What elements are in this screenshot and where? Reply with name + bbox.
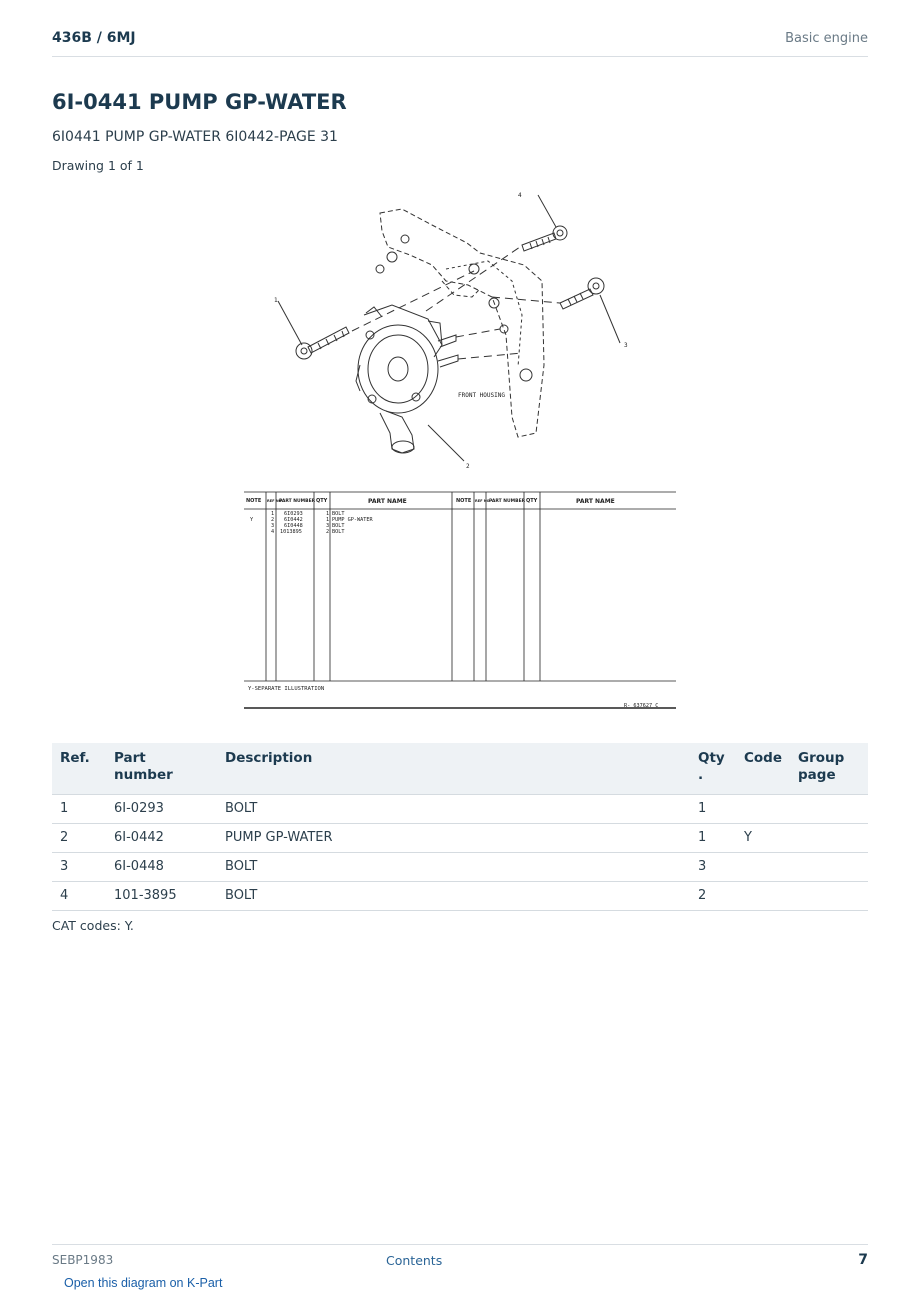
callout-1: 1: [274, 297, 278, 304]
col-qty: [690, 743, 736, 795]
col-qty-dot: .: [698, 767, 704, 783]
legend-row-1-qty: 1: [326, 511, 330, 517]
table-row: [52, 853, 868, 882]
legend-ref-header: REF NO: [267, 499, 282, 503]
row-part-number: 101-3895: [106, 882, 217, 911]
legend-row-4-name: BOLT: [332, 529, 345, 535]
row-ref: 3: [52, 853, 106, 882]
legend-name-header-2: PART NAME: [576, 498, 615, 505]
row-group-page: [790, 824, 868, 853]
row-qty: 2: [690, 882, 736, 911]
row-code: Y: [736, 824, 790, 853]
table-row: [52, 882, 868, 911]
legend-row-1-pn: 6I0293: [284, 511, 303, 517]
row-code: [736, 795, 790, 824]
legend-row-2-note: Y: [250, 517, 254, 523]
page-footer: [52, 1244, 868, 1275]
row-part-number: 6I-0293: [106, 795, 217, 824]
row-qty: 1: [690, 795, 736, 824]
row-ref: 2: [52, 824, 106, 853]
legend-qty-header-2: QTY: [526, 498, 538, 504]
water-pump-drawing: [356, 305, 458, 453]
drawing-ref-number: R- 637627 C: [624, 703, 659, 709]
page-number: 7: [858, 1252, 868, 1268]
row-qty: 1: [690, 824, 736, 853]
col-ref: Ref.: [52, 743, 106, 795]
row-code: [736, 853, 790, 882]
row-qty: 3: [690, 853, 736, 882]
bolt-1-drawing: [296, 327, 349, 359]
legend-note-header: NOTE: [246, 498, 262, 504]
callout-4: 4: [518, 192, 522, 199]
page-header: [52, 28, 868, 57]
row-description: BOLT: [217, 882, 690, 911]
cat-codes-note: CAT codes: Y.: [52, 918, 134, 933]
section-label: Basic engine: [785, 31, 868, 46]
col-group-page: Group page: [790, 743, 868, 795]
legend-row-4-qty: 2: [326, 529, 330, 535]
drawing-legend: [244, 492, 676, 708]
row-group-page: [790, 853, 868, 882]
page-title: 6I-0441 PUMP GP-WATER: [52, 90, 347, 114]
legend-row-2-qty: 1: [326, 517, 330, 523]
legend-row-2-name: PUMP GP-WATER: [332, 517, 373, 523]
legend-row-4-pn: 1013895: [280, 529, 302, 535]
row-part-number: 6I-0448: [106, 853, 217, 882]
legend-name-header: PART NAME: [368, 498, 407, 505]
parts-table-header: [52, 743, 868, 795]
legend-pn-header: PART NUMBER: [279, 499, 316, 504]
parts-table: [52, 743, 868, 911]
legend-row-1-ref: 1: [271, 511, 275, 517]
col-part-number: Part number: [106, 743, 217, 795]
legend-row-2-ref: 2: [271, 517, 275, 523]
col-qty-label: Qty: [698, 750, 725, 766]
kpart-diagram-link[interactable]: Open this diagram on K-Part: [64, 1276, 223, 1290]
drawing-count: Drawing 1 of 1: [52, 158, 144, 173]
legend-pn-header-2: PART NUMBER: [489, 499, 526, 504]
row-ref: 4: [52, 882, 106, 911]
row-part-number: 6I-0442: [106, 824, 217, 853]
legend-row-3-pn: 6I0448: [284, 523, 303, 529]
row-group-page: [790, 882, 868, 911]
row-description: BOLT: [217, 795, 690, 824]
legend-ref-header-2: REF NO: [475, 499, 490, 503]
callout-3: 3: [624, 342, 628, 349]
legend-row-3-ref: 3: [271, 523, 275, 529]
row-code: [736, 882, 790, 911]
row-description: BOLT: [217, 853, 690, 882]
bolt-4-drawing: [522, 226, 567, 251]
row-description: PUMP GP-WATER: [217, 824, 690, 853]
separate-illustration-note: Y-SEPARATE ILLUSTRATION: [248, 686, 325, 692]
legend-qty-header: QTY: [316, 498, 328, 504]
table-row: [52, 824, 868, 853]
table-row: [52, 795, 868, 824]
legend-row-3-qty: 3: [326, 523, 330, 529]
document-id: SEBP1983: [52, 1253, 114, 1267]
callout-2: 2: [466, 463, 470, 470]
front-housing-label: FRONT HOUSING: [458, 392, 505, 399]
legend-row-3-name: BOLT: [332, 523, 345, 529]
legend-row-2-pn: 6I0442: [284, 517, 303, 523]
page-subtitle: 6I0441 PUMP GP-WATER 6I0442-PAGE 31: [52, 129, 338, 145]
col-description: Description: [217, 743, 690, 795]
parts-diagram: [242, 185, 678, 715]
row-ref: 1: [52, 795, 106, 824]
legend-note-header-2: NOTE: [456, 498, 472, 504]
bolt-3-drawing: [560, 278, 604, 309]
legend-row-4-ref: 4: [271, 529, 275, 535]
contents-link[interactable]: Contents: [386, 1253, 443, 1268]
row-group-page: [790, 795, 868, 824]
model-label: 436B / 6MJ: [52, 30, 136, 46]
col-code: Code: [736, 743, 790, 795]
legend-row-1-name: BOLT: [332, 511, 345, 517]
